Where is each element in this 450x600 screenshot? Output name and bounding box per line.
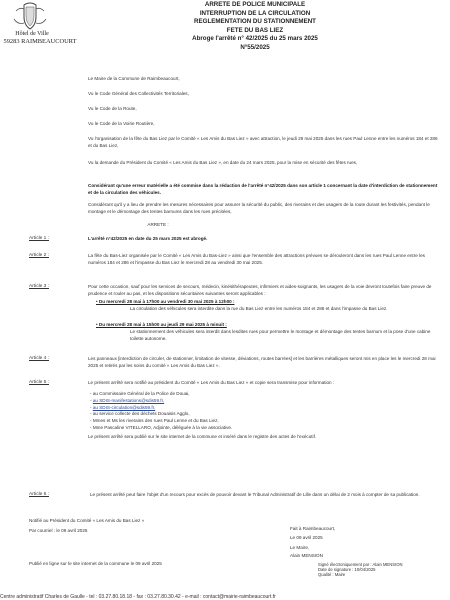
preamble-line: Vu le Code Général des Collectivités Territoriales, xyxy=(88,91,189,96)
article-1-text: L'arrêté n°42/2025 en date du 25 mars 2025 est abrogé. xyxy=(88,236,208,241)
preamble-line: Vu le Code de la Voirie Routière, xyxy=(88,121,155,126)
decree-number: N°55/2025 xyxy=(240,43,270,51)
article-5-label: Article 5 : xyxy=(29,380,49,385)
list-item: - Mme Pascaline VITELLARO, Adjointe, déléguée à la vie associative. xyxy=(90,424,233,430)
preamble-line: Le Maire de la Commune de Raimbeaucourt, xyxy=(88,76,180,81)
article-3-rule-2: Le stationnement des véhicules sera interdit dans lesdites rues pour permettre le montage et démontage des tentes barnum et la pose d'une cabine toilette autonome. xyxy=(130,329,431,341)
signature-line: Date de signature : 10/04/2025 xyxy=(318,567,376,573)
article-2-label: Article 2 : xyxy=(29,253,49,258)
article-4-label: Article 4 : xyxy=(29,356,49,361)
arrete-heading: ARRETE : xyxy=(147,222,169,227)
article-6-label: Article 6 : xyxy=(29,492,49,497)
article-3-text: Pour cette occasion, sauf pour les services de secours, médecin, kinésithérapeutes, infirmiers et aides-soignants, les usagers de la voie devront toutefois faire preuve de prudence et rouler au pas, et les dispositions sécuritaires suivantes seront applicables : xyxy=(88,284,432,296)
title-line: REGLEMENTATION DU STATIONNEMENT xyxy=(194,18,316,26)
title-line: FETE DU BAS LIEZ xyxy=(226,26,284,34)
mayor-name: Alain MENSION xyxy=(290,553,323,558)
list-item: - Mmes et Ms les riverains des rues Paul Lenne et du Bas Liez, xyxy=(90,418,219,424)
article-3-date-1: • Du mercredi 28 mai à 17h00 au vendredi 30 mai 2025 à 12h00 : xyxy=(96,299,235,304)
date-range: Du mercredi 28 mai à 15h00 au jeudi 29 mai 2025 à minuit : xyxy=(98,322,227,327)
town-hall-label: Hôtel de Ville xyxy=(15,31,49,37)
signature-date: Le 09 avril 2025 xyxy=(290,535,323,540)
title-line: ARRETE DE POLICE MUNICIPALE xyxy=(204,1,306,8)
title-line: INTERRUPTION DE LA CIRCULATION xyxy=(199,9,311,17)
recipient-list xyxy=(90,391,430,432)
article-1-label: Article 1 : xyxy=(29,236,49,241)
mail-date: Par courriel : le 09 avril 2025 xyxy=(29,528,88,533)
page-footer: Centre administratif Charles de Gaulle - tel : 03.27.80.18.18 - fax : 03.27.80.30.42 - e-mail : contact@mairie-raimbeaucourt.fr xyxy=(0,594,276,600)
signature-line: Signé électroniquement par : Alain MENSION xyxy=(318,562,403,567)
article-4-text: Les panneaux [interdiction de circuler, de stationner, limitation de vitesse, déviations, routes barrées] et les barrières métalliques seront mis en place les le mercredi 28 mai 2025 et retirés par les soins du comité « Les Amis du Bas Liez ». xyxy=(88,356,436,368)
date-range: Du mercredi 28 mai à 17h00 au vendredi 30 mai 2025 à 12h00 : xyxy=(98,299,235,304)
article-3-label: Article 3 : xyxy=(29,284,49,289)
article-3-date-2: • Du mercredi 28 mai à 15h00 au jeudi 29 mai 2025 à minuit : xyxy=(96,322,227,327)
title-line: Abroge l'arrêté n° 42/2025 du 25 mars 2025 xyxy=(192,35,318,43)
town-name: 59283 RAIMBEAUCOURT xyxy=(3,38,77,45)
list-item[interactable]: - au SDIS-circulation@sdis59.fr, xyxy=(90,404,156,410)
preamble-line: Vu la demande du Président du Comité « Les Amis du Bas Liez », en date du 24 mars 2025, pour la mise en sécurité des fêtes rues, xyxy=(88,160,358,165)
considering-error: Considérant qu'une erreur matérielle a été commise dans la rédaction de l'arrêté n°42/2025 dans son article 1 concernant la date d'interdiction de stationnement et de la circulation des véhicules. xyxy=(88,183,438,195)
article-5-publication: Le présent arrêté sera publié sur le site internet de la commune et inséré dans le registre des actes de l'exécutif. xyxy=(88,434,317,439)
article-5-text: Le présent arrêté sera notifié au président du Comité « Les Amis du Bas Liez » et copie sera transmise pour information : xyxy=(88,380,335,385)
preamble-line: Vu le Code de la Route, xyxy=(88,106,137,111)
considering-safety: Considérant qu'il y a lieu de prendre les mesures nécessaires pour assurer la sécurité du public, des riverains et des usagers de la route durant les festivités, pendant le montage et le démontage des tentes barnums dans les rues précitées, xyxy=(88,202,430,214)
decree-title xyxy=(150,1,360,53)
list-item[interactable]: - au SDIS-manifestations@sdis59.fr, xyxy=(90,397,165,403)
list-item: - au service collecte des déchets Douaisis Agglo, xyxy=(90,411,190,417)
preamble-line: Vu l'organisation de la fête du Bas Liez par le Comité « Les Amis du Bas Liez » avec attraction, le jeudi 29 mai 2025 dans les rues Paul Lenne entre les numéros 184 et 286 et du Bas Liez, xyxy=(88,136,438,148)
article-3-rule-1: La circulation des véhicules sera interdite dans la rue du Bas Liez entre les numéros 184 et 286 et dans l'impasse du Bas Liez. xyxy=(130,306,388,311)
done-at: Fait à Raimbeaucourt, xyxy=(290,526,336,531)
article-2-text: La fête du Bas-Liez organisée par le Comité « Les Amis du Bas-Liez » ainsi que l'ensemble des attractions prévues se dérouleront dans les rues Paul Lenne entre les numéros 184 et 286 et l'impasse du Bas Liez le mercredi 28 au vendredi 30 mai 2025. xyxy=(88,253,425,265)
coat-of-arms-logo xyxy=(10,1,50,33)
notified-line: Notifié au Président du Comité « Les Amis du Bas Liez » xyxy=(29,518,145,523)
published-line: Publié en ligne sur le site internet de la commune le 09 avril 2025 xyxy=(29,561,162,566)
mayor-title: Le Maire, xyxy=(290,545,310,550)
article-6-text: Le présent arrêté peut faire l'objet d'un recours pour excès de pouvoir devant le Tribunal Administratif de Lille dans un délai de 2 mois à compter de sa publication. xyxy=(90,492,420,497)
electronic-signature xyxy=(318,562,443,578)
signature-line: Qualité : Maire xyxy=(318,572,346,578)
list-item: - au Commissaire Général de la Police de Douai, xyxy=(90,391,190,396)
